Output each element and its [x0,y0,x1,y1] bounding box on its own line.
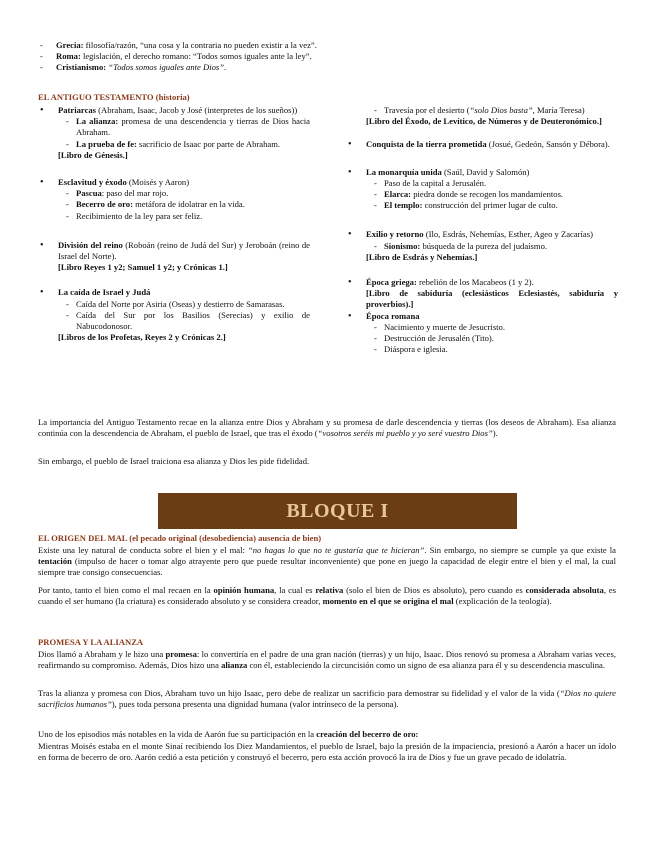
list-item: • Conquista de la tierra prometida (Josué, Gedeón, Sansón y Débora). [346,139,618,150]
list-item: • Exilio y retorno (Ilo, Esdrás, Nehemías, Esther, Ageo y Zacarías) [346,229,618,240]
list-item: • División del reino (Roboán (reino de Judá del Sur) y Jeroboán (reino de Israel del Norte). [38,240,310,262]
list-item: - Grecia: filosofía/razón, “una cosa y la contraria no pueden existir a la vez”. [38,40,438,51]
book-reference: [Libro de sabiduría (eclesiásticos Eclesiastés, sabiduría y proverbios).] [366,288,618,310]
sub-item: - Sionismo: búsqueda de la pureza del judaísmo. [366,241,618,252]
top-list [38,40,438,74]
paragraph-importancia: La importancia del Antiguo Testamento recae en la alianza entre Dios y Abraham y su promesa de darle descendencia y tierras (los deseos de Abraham). Esa alianza continúa con la descendencia de Abraham, el pueblo de Israel, que tras el éxodo (“vosotros seréis mi pueblo y yo seré vuestro Dios”). [38,417,616,439]
sub-item: - Diáspora e iglesia. [366,344,618,355]
list-item: • La caída de Israel y Judá [38,287,310,298]
book-reference: [Libro Reyes 1 y2; Samuel 1 y2; y Crónicas 1.] [58,262,228,273]
left-column [38,105,310,343]
paragraph-aaron: Mientras Moisés estaba en el monte Sinaí recibiendo los Diez Mandamientos, el pueblo de Israel, bajo la presión de la impaciencia, presionó a Aarón a hacer un ídolo en forma de becerro de oro. Aarón cedió a esta petición y construyó el becerro, pero esta acción provocó la ira de Dios y fue un grave pecado de idolatría. [38,741,616,763]
section-title-origen-del-mal: EL ORIGEN DEL MAL (el pecado original (desobediencia) ausencia de bien) [38,533,322,543]
paragraph-promesa-2: Tras la alianza y promesa con Dios, Abraham tuvo un hijo Isaac, pero debe de realizar un sacrificio para demostrar su fidelidad y el valor de la vida (“Dios no quiere sacrificios humanos”), pues toda persona presenta una dignidad humana (valor intrínseco de la persona). [38,688,617,710]
sub-item: - Elarca: piedra donde se recogen los mandamientos. [366,189,618,200]
paragraph-sin-embargo: Sin embargo, el pueblo de Israel traiciona esa alianza y Dios les pide fidelidad. [38,456,310,466]
paragraph-aaron-intro: Uno de los episodios más notables en la vida de Aarón fue su participación en la creación del becerro de oro: [38,729,419,739]
block-banner: BLOQUE I [158,493,517,529]
list-item: • La monarquía unida (Saúl, David y Salomón) [346,167,618,178]
list-item: • Patriarcas (Abraham, Isaac, Jacob y José (interpretes de los sueños)) [38,105,310,116]
sub-item: - Becerro de oro: metáfora de idolatrar en la vida. [58,199,310,210]
sub-item: - Destrucción de Jerusalén (Tito). [366,333,618,344]
sub-item: - Pascua: paso del mar rojo. [58,188,310,199]
sub-item: - Travesía por el desierto (“solo Dios basta”, María Teresa) [366,105,618,116]
sub-item: - Recibimiento de la ley para ser feliz. [58,211,310,222]
sub-item: - La alianza: promesa de una descendencia y tierras de Dios hacia Abraham. [58,116,310,138]
book-reference: [Libros de los Profetas, Reyes 2 y Crónicas 2.] [58,332,226,343]
section-title-antiguo-testamento: EL ANTIGUO TESTAMENTO (historia) [38,92,190,102]
book-reference: [Libro de Génesis.] [58,149,128,160]
section-title-promesa: PROMESA Y LA ALIANZA [38,637,144,647]
book-reference: [Libro de Esdrás y Nehemías.] [366,251,478,262]
book-reference: [Libro del Éxodo, de Levítico, de Números y de Deuteronómico.] [366,116,602,127]
sub-item: - El templo: construcción del primer lugar de culto. [366,200,618,211]
sub-item: - Caída del Sur por los Basilios (Serecias) y exilio de Nabucodonosor. [58,310,310,332]
right-column [346,105,618,355]
list-item: • Época romana [346,311,618,322]
list-item: - Roma: legislación, el derecho romano: “Todos somos iguales ante la ley”. [38,51,438,62]
list-item: • Época griega: rebelión de los Macabeos (1 y 2). [346,277,618,288]
list-item: • Esclavitud y éxodo (Moisés y Aaron) [38,177,310,188]
paragraph-origen-2: Por tanto, tanto el bien como el mal recaen en la opinión humana, la cual es relativa (solo el bien de Dios es absoluto), pero cuando es considerada absoluta, es cuando el ser humano (la criatura) es considerado absoluto y se considera creador, momento en el que se origina el mal (explicación de la teología). [38,585,616,607]
list-item: - Cristianismo: “Todos somos iguales ante Dios”. [38,62,438,73]
sub-item: - Caída del Norte por Asiria (Oseas) y destierro de Samarasas. [58,299,310,310]
paragraph-promesa-1: Dios llamó a Abraham y le hizo una promesa: lo convertiría en el padre de una gran nación (tierras) y un hijo, Isaac. Dios renovó su promesa a Abraham varias veces, reafirmando su compromiso. Además, Dios hizo una alianza con él, estableciendo la circuncisión como un signo de esa alianza para él y su descendencia masculina. [38,649,616,671]
sub-item: - Paso de la capital a Jerusalén. [366,178,618,189]
sub-item: - La prueba de fe: sacrificio de Isaac por parte de Abraham. [58,139,310,150]
sub-item: - Nacimiento y muerte de Jesucristo. [366,322,618,333]
paragraph-origen-1: Existe una ley natural de conducta sobre el bien y el mal: “no hagas lo que no te gustaría que te hicieran”. Sin embargo, no siempre se cumple ya que existe la tentación (impulso de hacer o tomar algo atrayente pero que puede resultar inconveniente) que pone en juego la capacidad de elegir entre el bien y el mal, la cual siempre trae consigo consecuencias. [38,545,617,578]
